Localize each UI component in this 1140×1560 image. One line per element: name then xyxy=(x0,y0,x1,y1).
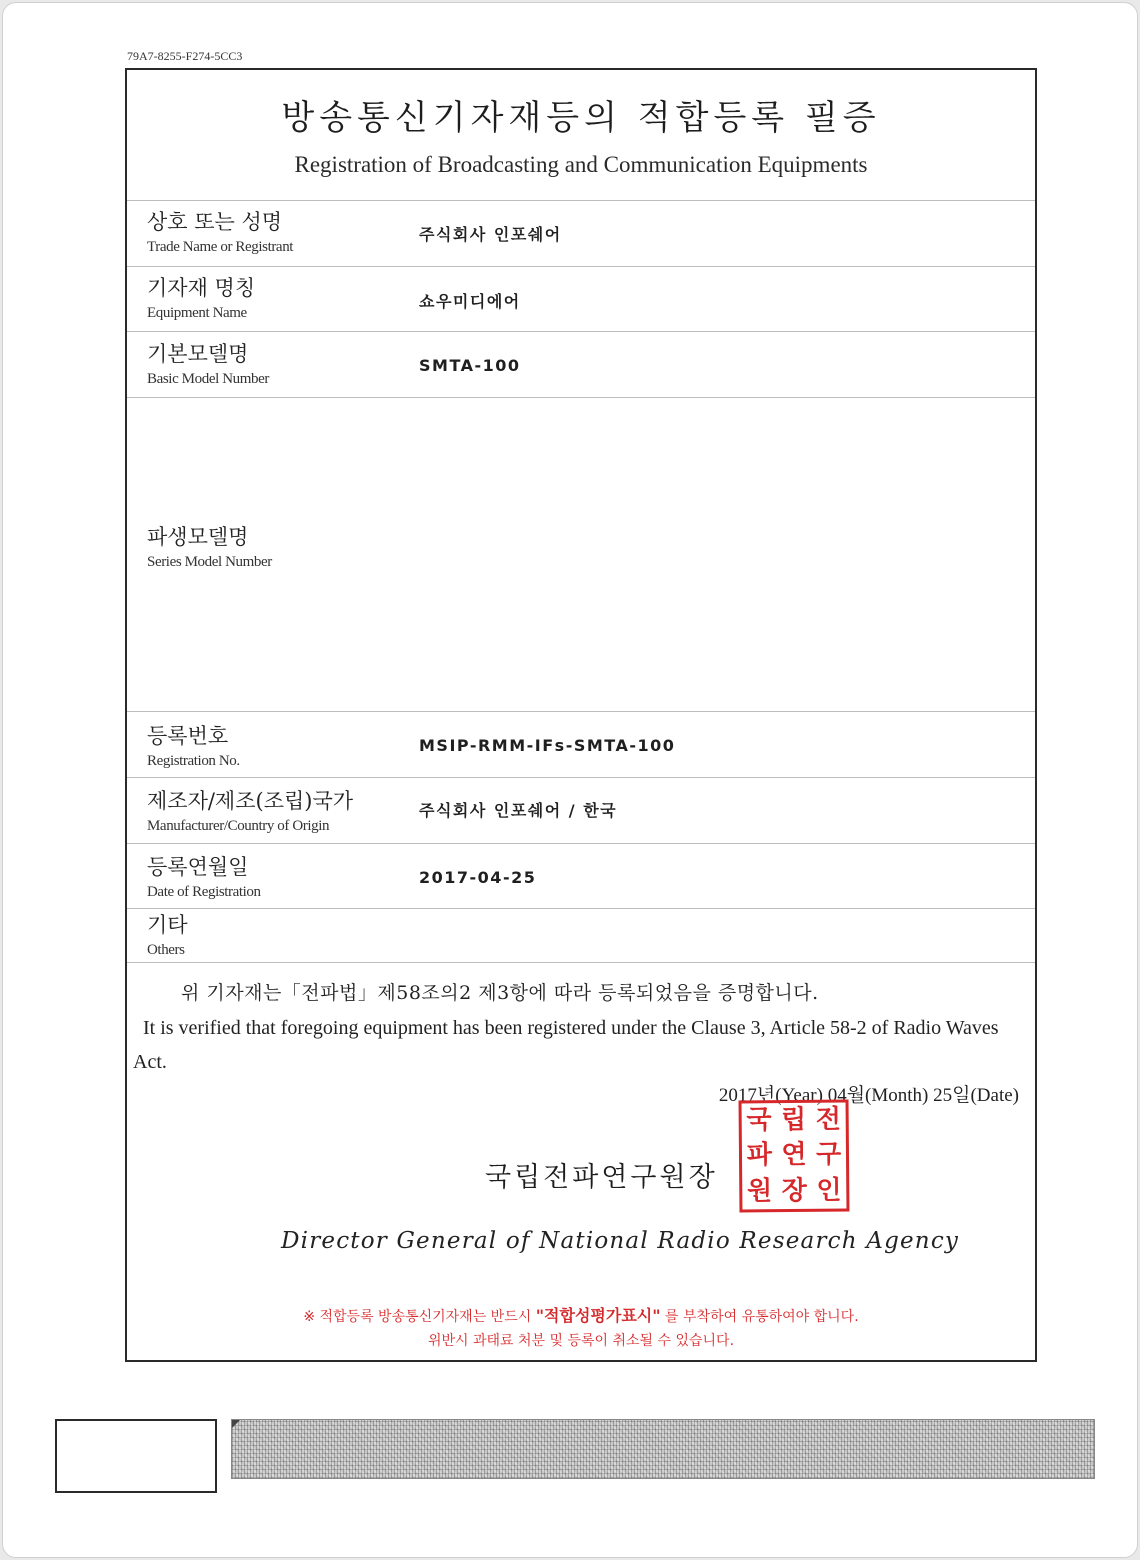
document-page xyxy=(2,2,1138,1558)
official-seal: 국 립 전 파 연 구 원 장 인 xyxy=(739,1100,850,1213)
security-barcode xyxy=(231,1419,1095,1479)
divider xyxy=(127,397,1035,398)
title-korean: 방송통신기자재등의 적합등록 필증 xyxy=(281,98,881,138)
notice-line-2: 위반시 과태료 처분 및 등록이 취소될 수 있습니다. xyxy=(427,1333,735,1349)
director-english: Director General of National Radio Research Agency xyxy=(281,1228,960,1254)
divider xyxy=(127,200,1035,201)
divider xyxy=(127,266,1035,267)
label-registration-date: 등록연월일 Date of Registration xyxy=(147,855,261,900)
notice xyxy=(127,1304,1035,1353)
verification-english: It is verified that foregoing equipment has been registered under the Clause 3, Article 58-2 of Radio Waves Act. xyxy=(133,1017,999,1073)
label-basic-model: 기본모델명 Basic Model Number xyxy=(147,342,269,387)
value-equipment-name: 쇼우미디에어 xyxy=(419,292,521,311)
conformity-mark-text: "적합성평가표시" xyxy=(535,1306,661,1325)
notice-line-1 xyxy=(127,1304,1035,1329)
label-others: 기타 Others xyxy=(147,913,188,958)
label-equipment-name: 기자재 명칭 Equipment Name xyxy=(147,276,256,321)
notice-prefix: ※ 적합등록 방송통신기자재는 반드시 xyxy=(303,1309,532,1325)
issue-date: 2017년(Year) 04월(Month) 25일(Date) xyxy=(718,1085,1019,1106)
divider xyxy=(127,331,1035,332)
label-registration-no: 등록번호 Registration No. xyxy=(147,724,240,769)
divider xyxy=(127,908,1035,909)
divider xyxy=(127,962,1035,963)
value-basic-model: SMTA-100 xyxy=(419,356,521,375)
certificate-frame xyxy=(125,68,1037,1362)
notice-suffix: 를 부착하여 유통하여야 합니다. xyxy=(665,1309,859,1325)
document-code: 79A7-8255-F274-5CC3 xyxy=(127,49,243,63)
divider xyxy=(127,843,1035,844)
stamp-box xyxy=(55,1419,217,1493)
label-manufacturer: 제조자/제조(조립)국가 Manufacturer/Country of Origin xyxy=(147,789,354,834)
value-trade-name: 주식회사 인포쉐어 xyxy=(419,225,562,244)
label-series-model: 파생모델명 Series Model Number xyxy=(147,525,272,570)
value-registration-no: MSIP-RMM-IFs-SMTA-100 xyxy=(419,736,676,755)
title-english: Registration of Broadcasting and Communication Equipments xyxy=(294,152,868,177)
director-korean: 국립전파연구원장 xyxy=(485,1162,718,1193)
verification-korean: 위 기자재는「전파법」제58조의2 제3항에 따라 등록되었음을 증명합니다. xyxy=(181,982,819,1004)
label-trade-name: 상호 또는 성명 Trade Name or Registrant xyxy=(147,210,294,255)
divider xyxy=(127,711,1035,712)
value-registration-date: 2017-04-25 xyxy=(419,868,537,887)
barcode-corner-mark xyxy=(232,1420,240,1428)
value-manufacturer: 주식회사 인포쉐어 / 한국 xyxy=(419,801,618,820)
divider xyxy=(127,777,1035,778)
